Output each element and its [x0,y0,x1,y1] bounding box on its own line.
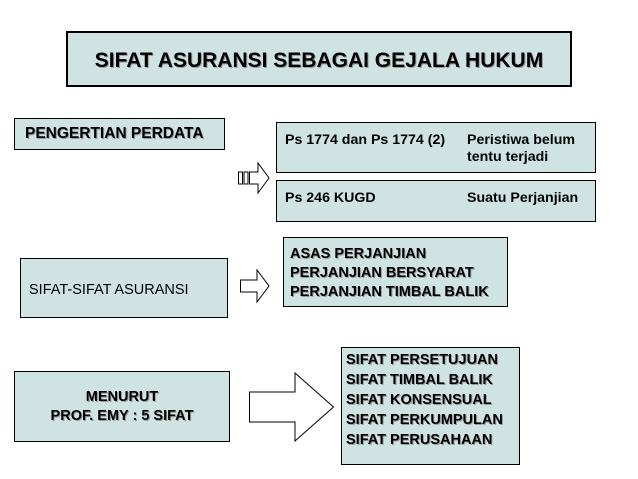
menurut-line1: MENURUT [85,389,159,405]
pengertian-arrow [238,160,270,196]
sifat-item-5: SIFAT PERUSAHAAN [346,432,493,448]
sifat-item-4: SIFAT PERKUMPULAN [346,412,503,428]
menurut-line2: PROF. EMY : 5 SIFAT [50,408,194,424]
ps1774-article: Ps 1774 dan Ps 1774 (2) [285,132,446,148]
ps1774-desc-line2: tentu terjadi [467,149,549,165]
sifat-sifat-arrow [240,268,270,304]
pengertian-perdata-box [14,118,225,150]
title-box [66,31,572,87]
asas-box [283,237,508,307]
pengertian-perdata-label: PENGERTIAN PERDATA [25,125,204,142]
menurut-box [14,371,230,442]
sifat-item-3: SIFAT KONSENSUAL [346,392,492,408]
ps1774-desc-line1: Peristiwa belum [467,132,576,148]
asas-item-3: PERJANJIAN TIMBAL BALIK [290,284,489,300]
sifat-item-1: SIFAT PERSETUJUAN [346,352,499,368]
ps246-box [276,180,596,222]
ps1774-description [467,132,575,166]
ps246-article: Ps 246 KUGD [285,190,376,206]
sifat-item-2: SIFAT TIMBAL BALIK [346,372,493,388]
asas-item-1: ASAS PERJANJIAN [290,246,427,262]
ps246-description: Suatu Perjanjian [467,190,579,206]
asas-item-2: PERJANJIAN BERSYARAT [290,265,474,281]
sifat-list-box [341,347,520,465]
menurut-arrow [249,372,335,442]
sifat-sifat-label: SIFAT-SIFAT ASURANSI [29,282,189,298]
ps1774-box [276,122,596,173]
sifat-sifat-box [20,258,228,318]
diagram-title: SIFAT ASURANSI SEBAGAI GEJALA HUKUM [94,49,544,72]
